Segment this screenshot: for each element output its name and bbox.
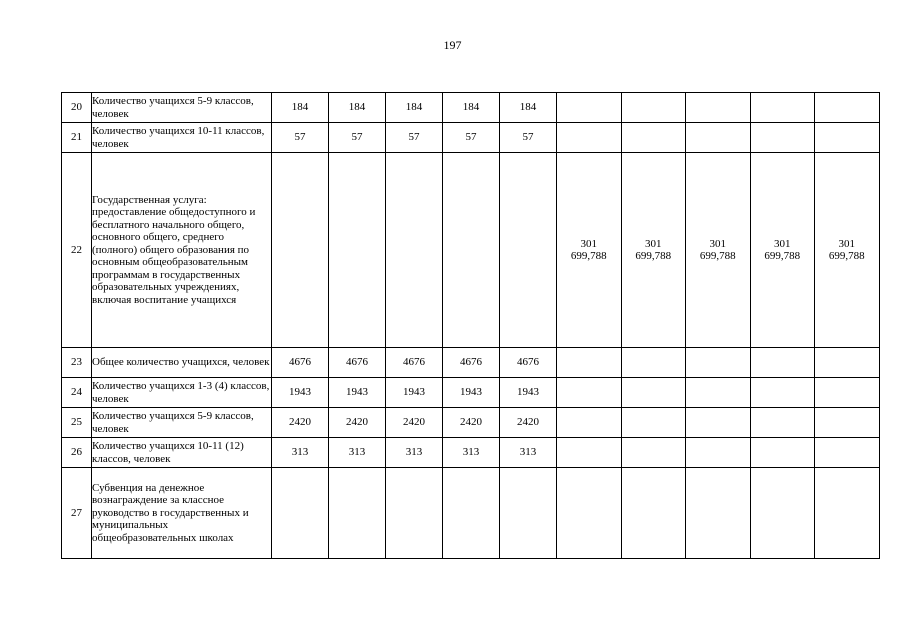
value-cell: 2420 [443, 408, 500, 438]
amount-cell: 301 699,788 [750, 153, 815, 348]
amount-cell: 301 699,788 [621, 153, 686, 348]
row-label: Общее количество учащихся, человек [92, 348, 272, 378]
row-number: 20 [62, 93, 92, 123]
amount-cell [686, 348, 751, 378]
value-cell: 313 [386, 438, 443, 468]
amount-cell [557, 408, 622, 438]
amount-cell [750, 378, 815, 408]
amount-cell [815, 93, 880, 123]
amount-cell [621, 438, 686, 468]
value-cell: 57 [272, 123, 329, 153]
row-label: Количество учащихся 5-9 классов, человек [92, 408, 272, 438]
amount-cell [815, 468, 880, 559]
page-number: 197 [443, 38, 462, 52]
value-cell: 1943 [443, 378, 500, 408]
amount-cell [621, 348, 686, 378]
amount-cell [686, 123, 751, 153]
row-number: 27 [62, 468, 92, 559]
value-cell: 2420 [500, 408, 557, 438]
amount-cell [750, 93, 815, 123]
amount-cell [815, 378, 880, 408]
amount-cell [750, 408, 815, 438]
value-cell: 313 [329, 438, 386, 468]
value-cell [329, 468, 386, 559]
value-cell: 57 [443, 123, 500, 153]
amount-cell [815, 438, 880, 468]
value-cell: 2420 [272, 408, 329, 438]
amount-cell [557, 438, 622, 468]
value-cell: 4676 [272, 348, 329, 378]
table-row [62, 348, 880, 378]
amount-cell [557, 468, 622, 559]
table-row [62, 93, 880, 123]
row-label: Государственная услуга: предоставление общедоступного и бесплатного начального общего, основного общего, среднего (полного) общего образования по основным общеобразовательным программам в государственных образовательных учреждениях, включая воспитание учащихся [92, 153, 272, 348]
amount-cell [686, 438, 751, 468]
value-cell [272, 468, 329, 559]
row-label: Субвенция на денежное вознаграждение за классное руководство в государственных и муниципальных общеобразовательных школах [92, 468, 272, 559]
value-cell [272, 153, 329, 348]
amount-cell: 301 699,788 [557, 153, 622, 348]
amount-cell [621, 468, 686, 559]
amount-cell [750, 468, 815, 559]
row-number: 23 [62, 348, 92, 378]
row-label: Количество учащихся 5-9 классов, человек [92, 93, 272, 123]
value-cell: 57 [329, 123, 386, 153]
value-cell: 184 [272, 93, 329, 123]
row-label: Количество учащихся 1-3 (4) классов, человек [92, 378, 272, 408]
value-cell: 184 [443, 93, 500, 123]
value-cell: 2420 [386, 408, 443, 438]
value-cell: 1943 [272, 378, 329, 408]
amount-cell [750, 123, 815, 153]
table-body [62, 93, 880, 559]
value-cell [443, 468, 500, 559]
row-number: 21 [62, 123, 92, 153]
value-cell: 313 [443, 438, 500, 468]
table-row [62, 408, 880, 438]
amount-cell [686, 93, 751, 123]
value-cell: 1943 [386, 378, 443, 408]
value-cell: 2420 [329, 408, 386, 438]
row-number: 22 [62, 153, 92, 348]
value-cell: 57 [386, 123, 443, 153]
table-row [62, 468, 880, 559]
value-cell: 184 [386, 93, 443, 123]
value-cell [386, 153, 443, 348]
value-cell: 1943 [329, 378, 386, 408]
table-row [62, 153, 880, 348]
value-cell: 4676 [443, 348, 500, 378]
row-label: Количество учащихся 10-11 классов, человек [92, 123, 272, 153]
value-cell: 4676 [329, 348, 386, 378]
row-number: 26 [62, 438, 92, 468]
amount-cell [686, 468, 751, 559]
amount-cell: 301 699,788 [686, 153, 751, 348]
table-row [62, 438, 880, 468]
value-cell: 313 [500, 438, 557, 468]
value-cell: 57 [500, 123, 557, 153]
value-cell: 4676 [500, 348, 557, 378]
value-cell: 184 [500, 93, 557, 123]
value-cell [329, 153, 386, 348]
amount-cell: 301 699,788 [815, 153, 880, 348]
amount-cell [621, 93, 686, 123]
amount-cell [686, 408, 751, 438]
amount-cell [750, 438, 815, 468]
value-cell [500, 153, 557, 348]
amount-cell [557, 93, 622, 123]
value-cell [443, 153, 500, 348]
value-cell: 184 [329, 93, 386, 123]
value-cell: 313 [272, 438, 329, 468]
row-number: 24 [62, 378, 92, 408]
value-cell: 1943 [500, 378, 557, 408]
amount-cell [621, 408, 686, 438]
budget-table [61, 92, 880, 559]
amount-cell [557, 123, 622, 153]
row-number: 25 [62, 408, 92, 438]
value-cell [500, 468, 557, 559]
amount-cell [557, 378, 622, 408]
value-cell [386, 468, 443, 559]
table-row [62, 378, 880, 408]
amount-cell [750, 348, 815, 378]
value-cell: 4676 [386, 348, 443, 378]
amount-cell [686, 378, 751, 408]
row-label: Количество учащихся 10-11 (12) классов, человек [92, 438, 272, 468]
amount-cell [621, 123, 686, 153]
amount-cell [815, 408, 880, 438]
amount-cell [557, 348, 622, 378]
amount-cell [815, 348, 880, 378]
table-row [62, 123, 880, 153]
amount-cell [621, 378, 686, 408]
amount-cell [815, 123, 880, 153]
